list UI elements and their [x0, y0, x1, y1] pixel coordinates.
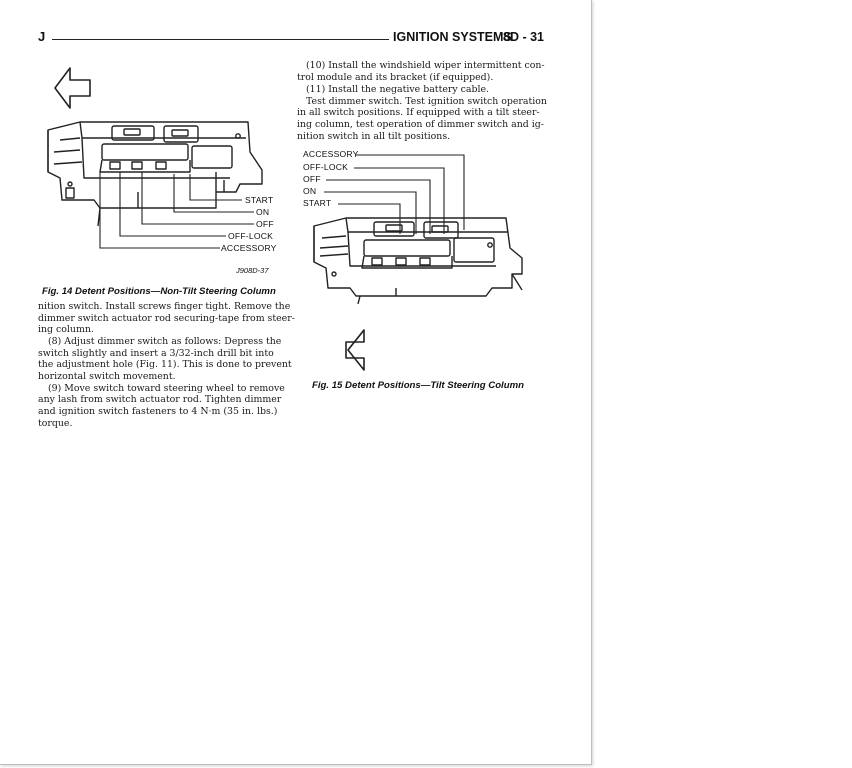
fig15-label-start: START [303, 198, 332, 208]
left-text-line: (8) Adjust dimmer switch as follows: Depress the [48, 336, 282, 347]
fig15-label-on: ON [303, 186, 317, 196]
left-text-line: nition switch. Install screws finger tight. Remove the [38, 301, 291, 312]
fig14-label-off: OFF [256, 219, 274, 229]
page-title: IGNITION SYSTEMS [393, 30, 512, 44]
figure-15-illustration [300, 150, 540, 370]
section-letter: J [38, 29, 46, 44]
left-text-line: and ignition switch fasteners to 4 N·m (35 in. lbs.) [38, 406, 278, 417]
left-text-line: (9) Move switch toward steering wheel to remove [48, 383, 285, 394]
right-text-line: Test dimmer switch. Test ignition switch operation [306, 96, 547, 107]
left-text-line: dimmer switch actuator rod securing-tape from steer- [38, 313, 295, 324]
fig14-caption: Fig. 14 Detent Positions—Non-Tilt Steering Column [42, 286, 276, 297]
left-text-line: switch slightly and insert a 3/32-inch drill bit into [38, 348, 274, 359]
header-rule [52, 39, 389, 40]
right-text-line: trol module and its bracket (if equipped). [297, 72, 494, 83]
left-text-line: ing column. [38, 324, 94, 335]
right-text-line: ing column, test operation of dimmer switch and ig- [297, 119, 544, 130]
fig15-label-off-lock: OFF-LOCK [303, 162, 349, 172]
page-number: 8D - 31 [503, 30, 544, 44]
right-text-line: (11) Install the negative battery cable. [306, 84, 490, 95]
fig15-caption: Fig. 15 Detent Positions—Tilt Steering Column [312, 380, 524, 391]
right-text-line: nition switch in all tilt positions. [297, 131, 451, 142]
fig14-label-on: ON [256, 207, 270, 217]
fig15-label-accessory: ACCESSORY [303, 149, 359, 159]
left-text-line: torque. [38, 418, 73, 429]
figure-14-illustration [40, 60, 280, 260]
fig14-label-start: START [245, 195, 274, 205]
fig14-label-accessory: ACCESSORY [221, 243, 277, 253]
left-text-line: the adjustment hole (Fig. 11). This is done to prevent [38, 359, 292, 370]
right-text-line: (10) Install the windshield wiper intermittent con- [306, 60, 545, 71]
fig14-code: J908D-37 [236, 266, 269, 275]
fig14-label-off-lock: OFF-LOCK [228, 231, 274, 241]
left-text-line: any lash from switch actuator rod. Tighten dimmer [38, 394, 282, 405]
right-text-line: in all switch positions. If equipped with a tilt steer- [297, 107, 540, 118]
fig15-label-off: OFF [303, 174, 321, 184]
left-text-line: horizontal switch movement. [38, 371, 176, 382]
